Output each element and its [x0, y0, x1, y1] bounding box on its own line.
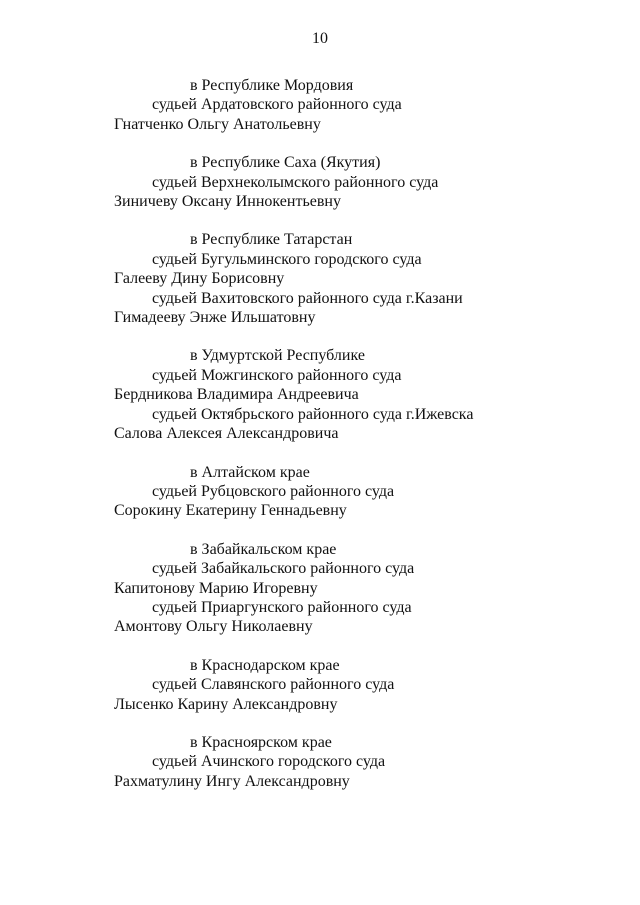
court-title: судьей Верхнеколымского районного суда: [152, 173, 439, 191]
region-heading: в Краснодарском крае: [190, 656, 340, 674]
page-number: 10: [312, 30, 328, 47]
person-name: Амонтову Ольгу Николаевну: [114, 618, 313, 636]
region-section: [0, 153, 640, 211]
region-heading: в Забайкальском крае: [190, 540, 337, 558]
court-title: судьей Вахитовского районного суда г.Казани: [152, 289, 463, 307]
person-name: Бердникова Владимира Андреевича: [114, 386, 359, 404]
region-heading: в Алтайском крае: [190, 463, 310, 481]
person-name: Капитонову Марию Игоревну: [114, 579, 318, 597]
region-heading: в Республике Татарстан: [190, 231, 353, 249]
court-title: судьей Славянского районного суда: [152, 676, 395, 694]
person-name: Галееву Дину Борисовну: [114, 270, 285, 288]
court-title: судьей Октябрьского районного суда г.Ижевска: [152, 405, 474, 423]
person-name: Сорокину Екатерину Геннадьевну: [114, 502, 347, 520]
region-section: [0, 76, 640, 134]
person-name: Салова Алексея Александровича: [114, 425, 339, 443]
court-title: судьей Забайкальского районного суда: [152, 560, 415, 578]
region-heading: в Удмуртской Республике: [190, 347, 365, 365]
appointments-list: [0, 76, 640, 810]
court-title: судьей Приаргунского районного суда: [152, 598, 412, 616]
person-name: Лысенко Карину Александровну: [114, 695, 338, 713]
person-name: Рахматулину Ингу Александровну: [114, 772, 350, 790]
court-title: судьей Ачинского городского суда: [152, 753, 386, 771]
region-section: [0, 656, 640, 714]
region-section: [0, 346, 640, 443]
region-section: [0, 463, 640, 521]
court-title: судьей Можгинского районного суда: [152, 366, 402, 384]
person-name: Гимадееву Энже Ильшатовну: [114, 309, 316, 327]
region-heading: в Республике Мордовия: [190, 77, 354, 94]
region-section: [0, 230, 640, 327]
region-section: [0, 733, 640, 791]
court-title: судьей Рубцовского районного суда: [152, 482, 395, 500]
court-title: судьей Бугульминского городского суда: [152, 250, 422, 268]
region-section: [0, 540, 640, 637]
region-heading: в Республике Саха (Якутия): [190, 154, 381, 172]
person-name: Зиничеву Оксану Иннокентьевну: [114, 193, 341, 211]
court-title: судьей Ардатовского районного суда: [152, 96, 402, 114]
person-name: Гнатченко Ольгу Анатольевну: [114, 115, 321, 133]
region-heading: в Красноярском крае: [190, 733, 332, 751]
